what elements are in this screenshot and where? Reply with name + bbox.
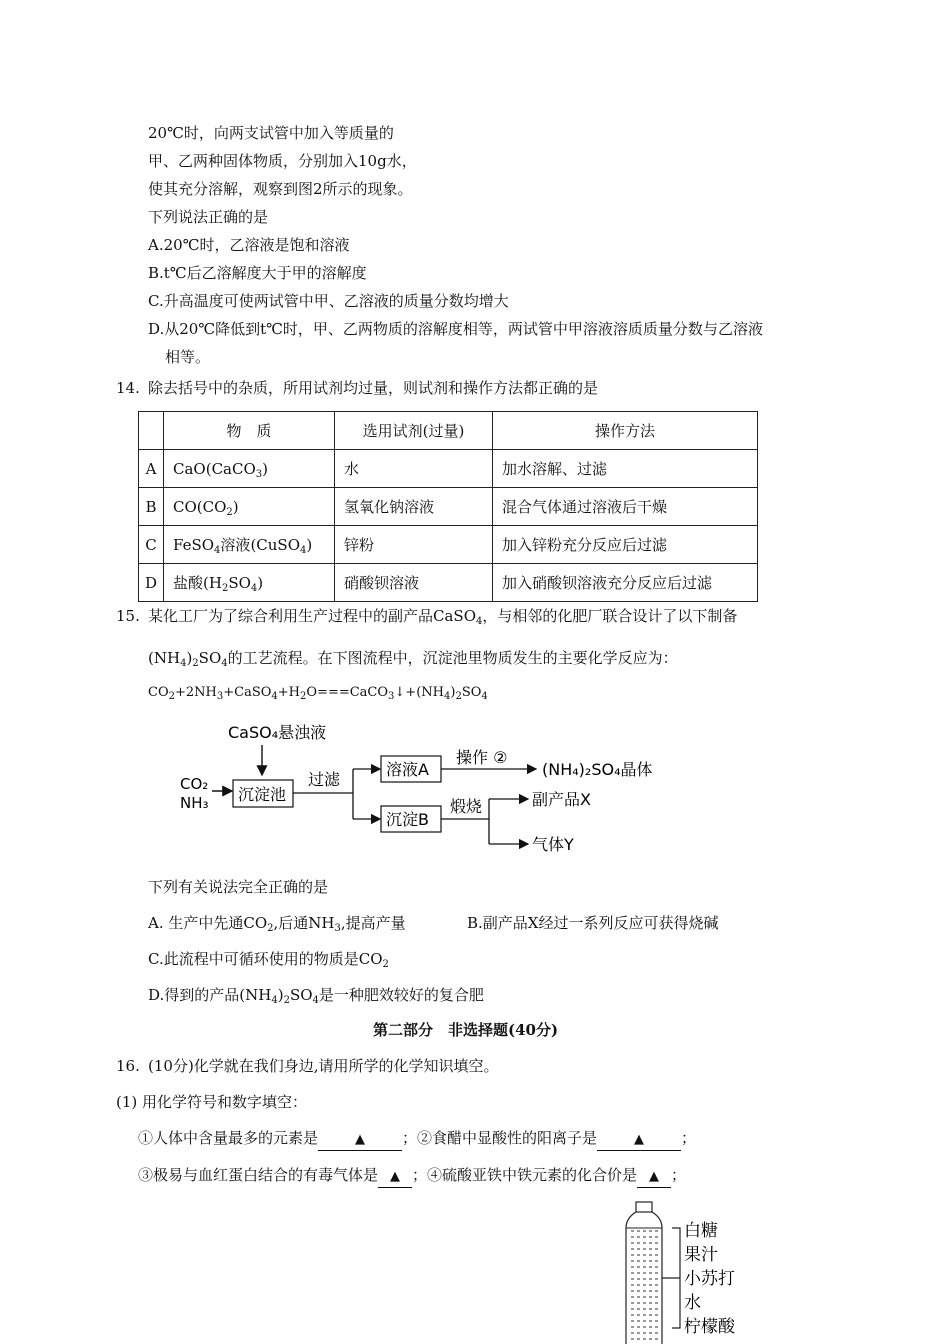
q15-stem-1: 某化工厂为了综合利用生产过程中的副产品CaSO$_4$，与相邻的化肥厂联合设计了以下制备 — [148, 607, 738, 627]
q16-item1: ①人体中含量最多的元素是 — [138, 1129, 319, 1147]
table-header-method: 操作方法 — [493, 412, 758, 450]
row-label: C — [139, 526, 164, 564]
q16-sub1: (1) 用化学符号和数字填空： — [116, 1093, 308, 1111]
flow-tank-label: 沉淀池 — [238, 785, 287, 804]
bottle-liquid-icon — [628, 1230, 660, 1344]
q16-item4: ；④硫酸亚铁中铁元素的化合价是 — [412, 1166, 638, 1184]
flow-filter-label: 过滤 — [308, 770, 341, 789]
flow-product-label: (NH₄)₂SO₄晶体 — [542, 760, 653, 779]
bottle-label: 白糖 — [684, 1221, 718, 1241]
q16-stem: (10分)化学就在我们身边,请用所学的化学知识填空。 — [148, 1057, 499, 1075]
table-header-substance: 物 质 — [164, 412, 335, 450]
flow-input-caso4: CaSO₄悬浊液 — [228, 723, 327, 742]
row-substance: $CO(CO_2)$ — [164, 488, 335, 526]
row-label: B — [139, 488, 164, 526]
q13-line-3: 使其充分溶解，观察到图2所示的现象。 — [148, 180, 413, 198]
flow-byproduct-label: 副产品X — [532, 790, 591, 809]
table-header-row — [139, 412, 758, 450]
row-method: 加入硝酸钡溶液充分反应后过滤 — [493, 564, 758, 602]
bottle-label: 小苏打 — [684, 1269, 735, 1289]
q13-option-d: D.从20℃降低到t℃时，甲、乙两物质的溶解度相等，两试管中甲溶液溶质质量分数与乙溶液 — [148, 320, 763, 338]
soda-bottle-figure — [612, 1198, 772, 1344]
row-label: D — [139, 564, 164, 602]
q15-ask: 下列有关说法完全正确的是 — [148, 878, 329, 896]
q16-item2: ；②食醋中显酸性的阳离子是 — [402, 1129, 598, 1147]
answer-blank-1[interactable]: ▲ — [318, 1128, 402, 1151]
q13-option-c: C.升高温度可使两试管中甲、乙溶液的质量分数均增大 — [148, 292, 509, 310]
process-flow-diagram — [170, 715, 690, 865]
answer-blank-2[interactable]: ▲ — [597, 1128, 681, 1151]
table-header-reagent: 选用试剂(过量) — [335, 412, 493, 450]
flow-operation-label: 操作 ② — [456, 748, 508, 767]
q16-item3: ③极易与血红蛋白结合的有毒气体是 — [138, 1166, 379, 1184]
row-substance: CaO(CaCO$_3$) — [164, 450, 335, 488]
answer-blank-3[interactable]: ▲ — [378, 1165, 412, 1188]
q15-number: 15. — [116, 607, 140, 625]
table-row — [139, 450, 758, 488]
q13-option-a: A.20℃时，乙溶液是饱和溶液 — [148, 236, 350, 254]
q13-line-2: 甲、乙两种固体物质，分别加入10g水， — [148, 152, 417, 170]
flow-calcine-label: 煅烧 — [450, 797, 483, 816]
bottle-label: 柠檬酸 — [684, 1317, 735, 1337]
q13-line-1: 20℃时，向两支试管中加入等质量的 — [148, 124, 394, 142]
q15-option-a: A. 生产中先通$CO_2$,后通$NH_3$,提高产量 — [148, 914, 406, 934]
row-reagent: 水 — [335, 450, 493, 488]
q15-stem-2: $(NH_4)_2SO_4$的工艺流程。在下图流程中，沉淀池里物质发生的主要化学反应为： — [148, 649, 678, 669]
flow-gas-y-label: 气体Y — [532, 835, 574, 854]
q16-number: 16. — [116, 1057, 140, 1075]
table-header-blank — [139, 412, 164, 450]
q13-line-4: 下列说法正确的是 — [148, 208, 269, 226]
row-substance: FeSO$_4$溶液(CuSO$_4$) — [164, 526, 335, 564]
q15-option-b: B.副产品X经过一系列反应可获得烧碱 — [467, 914, 719, 932]
q14-number: 14. — [116, 379, 140, 397]
answer-blank-4[interactable]: ▲ — [637, 1165, 671, 1188]
row-label: A — [139, 450, 164, 488]
row-method: 加水溶解、过滤 — [493, 450, 758, 488]
q13-option-b: B.t℃后乙溶解度大于甲的溶解度 — [148, 264, 367, 282]
flow-input-nh3: NH₃ — [180, 794, 209, 812]
flow-solution-label: 溶液A — [386, 760, 429, 779]
flow-precipitate-label: 沉淀B — [386, 810, 429, 829]
flow-input-co2: CO₂ — [180, 775, 209, 793]
q14-stem: 除去括号中的杂质，所用试剂均过量，则试剂和操作方法都正确的是 — [148, 379, 599, 397]
q13-option-d-cont: 相等。 — [165, 348, 211, 366]
table-row — [139, 488, 758, 526]
part2-title: 第二部分 非选择题(40分) — [373, 1021, 559, 1039]
bottle-label: 果汁 — [684, 1245, 718, 1265]
table-row — [139, 564, 758, 602]
row-reagent: 硝酸钡溶液 — [335, 564, 493, 602]
q14-table — [138, 411, 758, 602]
table-row — [139, 526, 758, 564]
bottle-label: 水 — [684, 1293, 701, 1313]
row-method: 混合气体通过溶液后干燥 — [493, 488, 758, 526]
q15-option-c: C.此流程中可循环使用的物质是$CO_2$ — [148, 950, 389, 970]
row-reagent: 锌粉 — [335, 526, 493, 564]
q15-option-d: D.得到的产品$(NH_4)_2SO_4$是一种肥效较好的复合肥 — [148, 986, 484, 1006]
bottle-cap-icon — [636, 1202, 652, 1212]
row-substance: 盐酸$(H_2SO_4)$ — [164, 564, 335, 602]
q16-line-1: ①人体中含量最多的元素是 ▲ ；②食醋中显酸性的阳离子是 ▲ ； — [138, 1128, 696, 1151]
row-reagent: 氢氧化钠溶液 — [335, 488, 493, 526]
row-method: 加入锌粉充分反应后过滤 — [493, 526, 758, 564]
q16-line-2: ③极易与血红蛋白结合的有毒气体是 ▲ ；④硫酸亚铁中铁元素的化合价是 ▲ ； — [138, 1165, 686, 1188]
q15-equation: $CO_2+2NH_3+CaSO_4+H_2O===CaCO_3↓+(NH_4)_2SO_4$ — [148, 685, 488, 702]
